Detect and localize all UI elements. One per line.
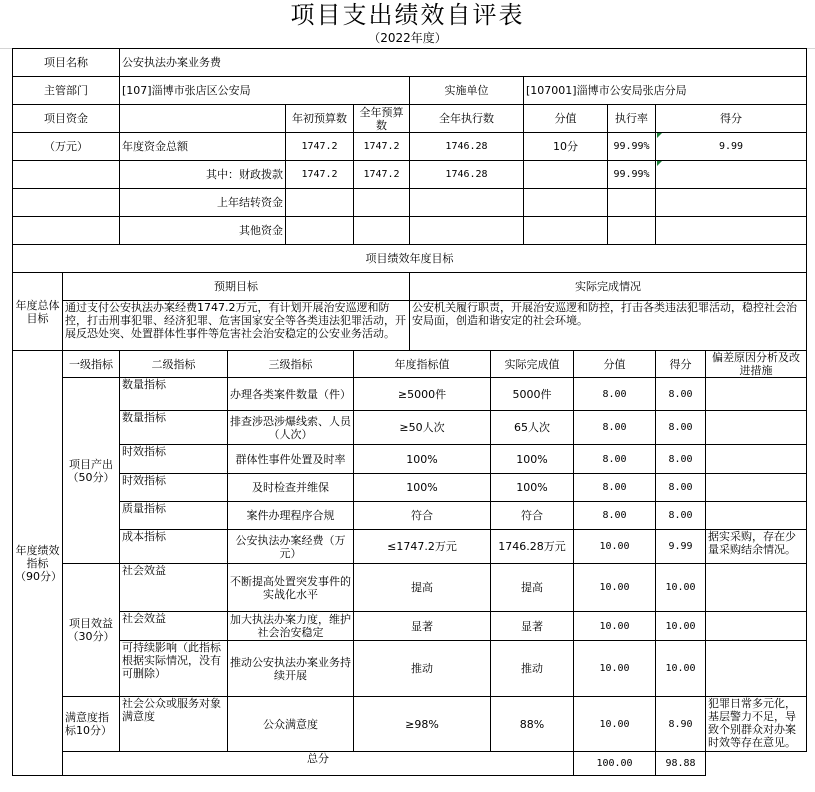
actual-cell: 提高 (491, 564, 574, 612)
value-cell: 8.00 (574, 378, 656, 411)
target-cell: 提高 (354, 564, 491, 612)
funds-row-init (286, 189, 354, 217)
value-cell: 10.00 (574, 697, 656, 752)
ind-header-level2: 二级指标 (120, 351, 228, 378)
funds-row-score-value (524, 189, 608, 217)
funds-row-init (286, 217, 354, 245)
total-blank (706, 752, 807, 776)
note-cell (706, 411, 807, 445)
target-cell: ≤1747.2万元 (354, 530, 491, 564)
funds-row-score-value (524, 161, 608, 189)
funds-row-exec (410, 189, 524, 217)
value-cell: 8.00 (574, 502, 656, 530)
score-cell: 8.00 (656, 474, 706, 502)
level2-cell: 社会效益 (120, 612, 228, 641)
actual-cell: 100% (491, 474, 574, 502)
actual-completion-header: 实际完成情况 (410, 273, 807, 301)
ind-header-target: 年度指标值 (354, 351, 491, 378)
funds-header-annual: 全年预算数 (354, 105, 410, 133)
note-cell: 据实采购，存在少量采购结余情况。 (706, 530, 807, 564)
funds-label: 项目资金 (13, 105, 120, 133)
note-cell (706, 502, 807, 530)
level1-benefit: 项目效益（30分） (63, 564, 120, 697)
actual-cell: 88% (491, 697, 574, 752)
funds-row-score-value: 10分 (524, 133, 608, 161)
score-cell: 10.00 (656, 641, 706, 697)
level3-cell: 群体性事件处置及时率 (228, 445, 354, 474)
target-cell: 100% (354, 445, 491, 474)
project-name-label: 项目名称 (13, 49, 120, 77)
total-value: 100.00 (574, 752, 656, 776)
score-cell: 8.00 (656, 378, 706, 411)
expected-goal-text: 通过支付公安执法办案经费1747.2万元，有计划开展治安巡逻和防控，打击刑事犯罪、经济犯罪、危害国家安全等各类违法犯罪活动，开展反恐处突、处置群体性事件等危害社会治安稳定的公安业务活动。 (63, 301, 410, 351)
level3-cell: 加大执法办案力度，维护社会治安稳定 (228, 612, 354, 641)
funds-row-score: 9.99 (656, 133, 807, 161)
note-cell (706, 378, 807, 411)
level1-output: 项目产出（50分） (63, 378, 120, 564)
level3-cell: 公众满意度 (228, 697, 354, 752)
funds-header-score-value: 分值 (524, 105, 608, 133)
funds-header-exec: 全年执行数 (410, 105, 524, 133)
funds-row-name: 年度资金总额 (120, 133, 286, 161)
funds-row-annual (354, 189, 410, 217)
note-cell (706, 612, 807, 641)
ind-header-level1: 一级指标 (63, 351, 120, 378)
funds-row-exec (410, 217, 524, 245)
level2-cell: 社会效益 (120, 564, 228, 612)
funds-unit-label: （万元） (13, 133, 120, 161)
value-cell: 8.00 (574, 411, 656, 445)
note-cell (706, 564, 807, 612)
funds-row-rate: 99.99% (608, 161, 656, 189)
funds-row-name: 其他资金 (120, 217, 286, 245)
funds-header-blank (120, 105, 286, 133)
actual-completion-text: 公安机关履行职责，开展治安巡逻和防控，打击各类违法犯罪活动，稳控社会治安局面，创造和谐安定的社会环境。 (410, 301, 807, 351)
target-cell: ≥5000件 (354, 378, 491, 411)
actual-cell: 65人次 (491, 411, 574, 445)
dept-value: [107]淄博市张店区公安局 (120, 77, 410, 105)
funds-row-score-value (524, 217, 608, 245)
target-cell: ≥98% (354, 697, 491, 752)
funds-row-score (656, 189, 807, 217)
score-cell: 8.00 (656, 502, 706, 530)
page-title: 项目支出绩效自评表 (290, 1, 525, 29)
total-score: 98.88 (656, 752, 706, 776)
dept-label: 主管部门 (13, 77, 120, 105)
level2-cell: 社会公众或服务对象满意度 (120, 697, 228, 752)
annual-goal-label: 年度总体目标 (13, 273, 63, 351)
level1-satisfaction: 满意度指标10分） (63, 697, 120, 752)
ind-header-level3: 三级指标 (228, 351, 354, 378)
note-cell (706, 641, 807, 697)
indicators-label: 年度绩效指标（90分） (13, 351, 63, 776)
funds-header-rate: 执行率 (608, 105, 656, 133)
value-cell: 10.00 (574, 612, 656, 641)
funds-blank-cell (13, 217, 120, 245)
value-cell: 10.00 (574, 530, 656, 564)
level2-cell: 成本指标 (120, 530, 228, 564)
score-cell: 8.00 (656, 445, 706, 474)
level2-cell: 时效指标 (120, 474, 228, 502)
actual-cell: 1746.28万元 (491, 530, 574, 564)
page-subtitle: （2022年度） (368, 31, 447, 45)
actual-cell: 推动 (491, 641, 574, 697)
impl-value: [107001]淄博市公安局张店分局 (524, 77, 807, 105)
value-cell: 10.00 (574, 564, 656, 612)
level2-cell: 质量指标 (120, 502, 228, 530)
cell-marker-icon (657, 161, 662, 166)
actual-cell: 5000件 (491, 378, 574, 411)
level2-cell: 数量指标 (120, 411, 228, 445)
level3-cell: 案件办理程序合规 (228, 502, 354, 530)
score-cell: 8.00 (656, 411, 706, 445)
actual-cell: 符合 (491, 502, 574, 530)
target-cell: 100% (354, 474, 491, 502)
level3-cell: 办理各类案件数量（件） (228, 378, 354, 411)
expected-goal-header: 预期目标 (63, 273, 410, 301)
score-cell: 10.00 (656, 612, 706, 641)
level3-cell: 公安执法办案经费（万元） (228, 530, 354, 564)
note-cell (706, 474, 807, 502)
target-cell: 符合 (354, 502, 491, 530)
target-cell: 显著 (354, 612, 491, 641)
ind-header-actual: 实际完成值 (491, 351, 574, 378)
level3-cell: 推动公安执法办案业务持续开展 (228, 641, 354, 697)
actual-cell: 100% (491, 445, 574, 474)
value-cell: 8.00 (574, 445, 656, 474)
funds-header-init: 年初预算数 (286, 105, 354, 133)
goal-section-title: 项目绩效年度目标 (13, 245, 807, 273)
funds-blank-cell (13, 189, 120, 217)
score-cell: 9.99 (656, 530, 706, 564)
level2-cell: 时效指标 (120, 445, 228, 474)
actual-cell: 显著 (491, 612, 574, 641)
project-name-value: 公安执法办案业务费 (120, 49, 807, 77)
funds-row-rate (608, 217, 656, 245)
ind-header-value: 分值 (574, 351, 656, 378)
score-cell: 10.00 (656, 564, 706, 612)
funds-row-name: 上年结转资金 (120, 189, 286, 217)
impl-label: 实施单位 (410, 77, 524, 105)
funds-row-exec: 1746.28 (410, 133, 524, 161)
level2-cell: 可持续影响（此指标根据实际情况，没有可删除） (120, 641, 228, 697)
value-cell: 8.00 (574, 474, 656, 502)
funds-row-init: 1747.2 (286, 133, 354, 161)
level2-cell: 数量指标 (120, 378, 228, 411)
funds-row-annual (354, 217, 410, 245)
ind-header-score: 得分 (656, 351, 706, 378)
note-cell (706, 445, 807, 474)
funds-row-name: 其中：财政拨款 (120, 161, 286, 189)
funds-blank-cell (13, 161, 120, 189)
ind-header-note: 偏差原因分析及改进措施 (706, 351, 807, 378)
note-cell: 犯罪日常多元化，基层警力不足，导致个别群众对办案时效等存在意见。 (706, 697, 807, 752)
funds-row-annual: 1747.2 (354, 133, 410, 161)
value-cell: 10.00 (574, 641, 656, 697)
level3-cell: 及时检查并维保 (228, 474, 354, 502)
target-cell: 推动 (354, 641, 491, 697)
funds-row-score (656, 217, 807, 245)
funds-row-rate: 99.99% (608, 133, 656, 161)
score-cell: 8.90 (656, 697, 706, 752)
funds-row-rate (608, 189, 656, 217)
total-label: 总分 (63, 752, 574, 776)
funds-header-score: 得分 (656, 105, 807, 133)
funds-row-score (656, 161, 807, 189)
target-cell: ≥50人次 (354, 411, 491, 445)
funds-row-init: 1747.2 (286, 161, 354, 189)
cell-marker-icon (657, 133, 662, 138)
evaluation-table (12, 48, 807, 776)
level3-cell: 不断提高处置突发事件的实战化水平 (228, 564, 354, 612)
funds-row-exec: 1746.28 (410, 161, 524, 189)
level3-cell: 排查涉恐涉爆线索、人员（人次） (228, 411, 354, 445)
funds-row-annual: 1747.2 (354, 161, 410, 189)
